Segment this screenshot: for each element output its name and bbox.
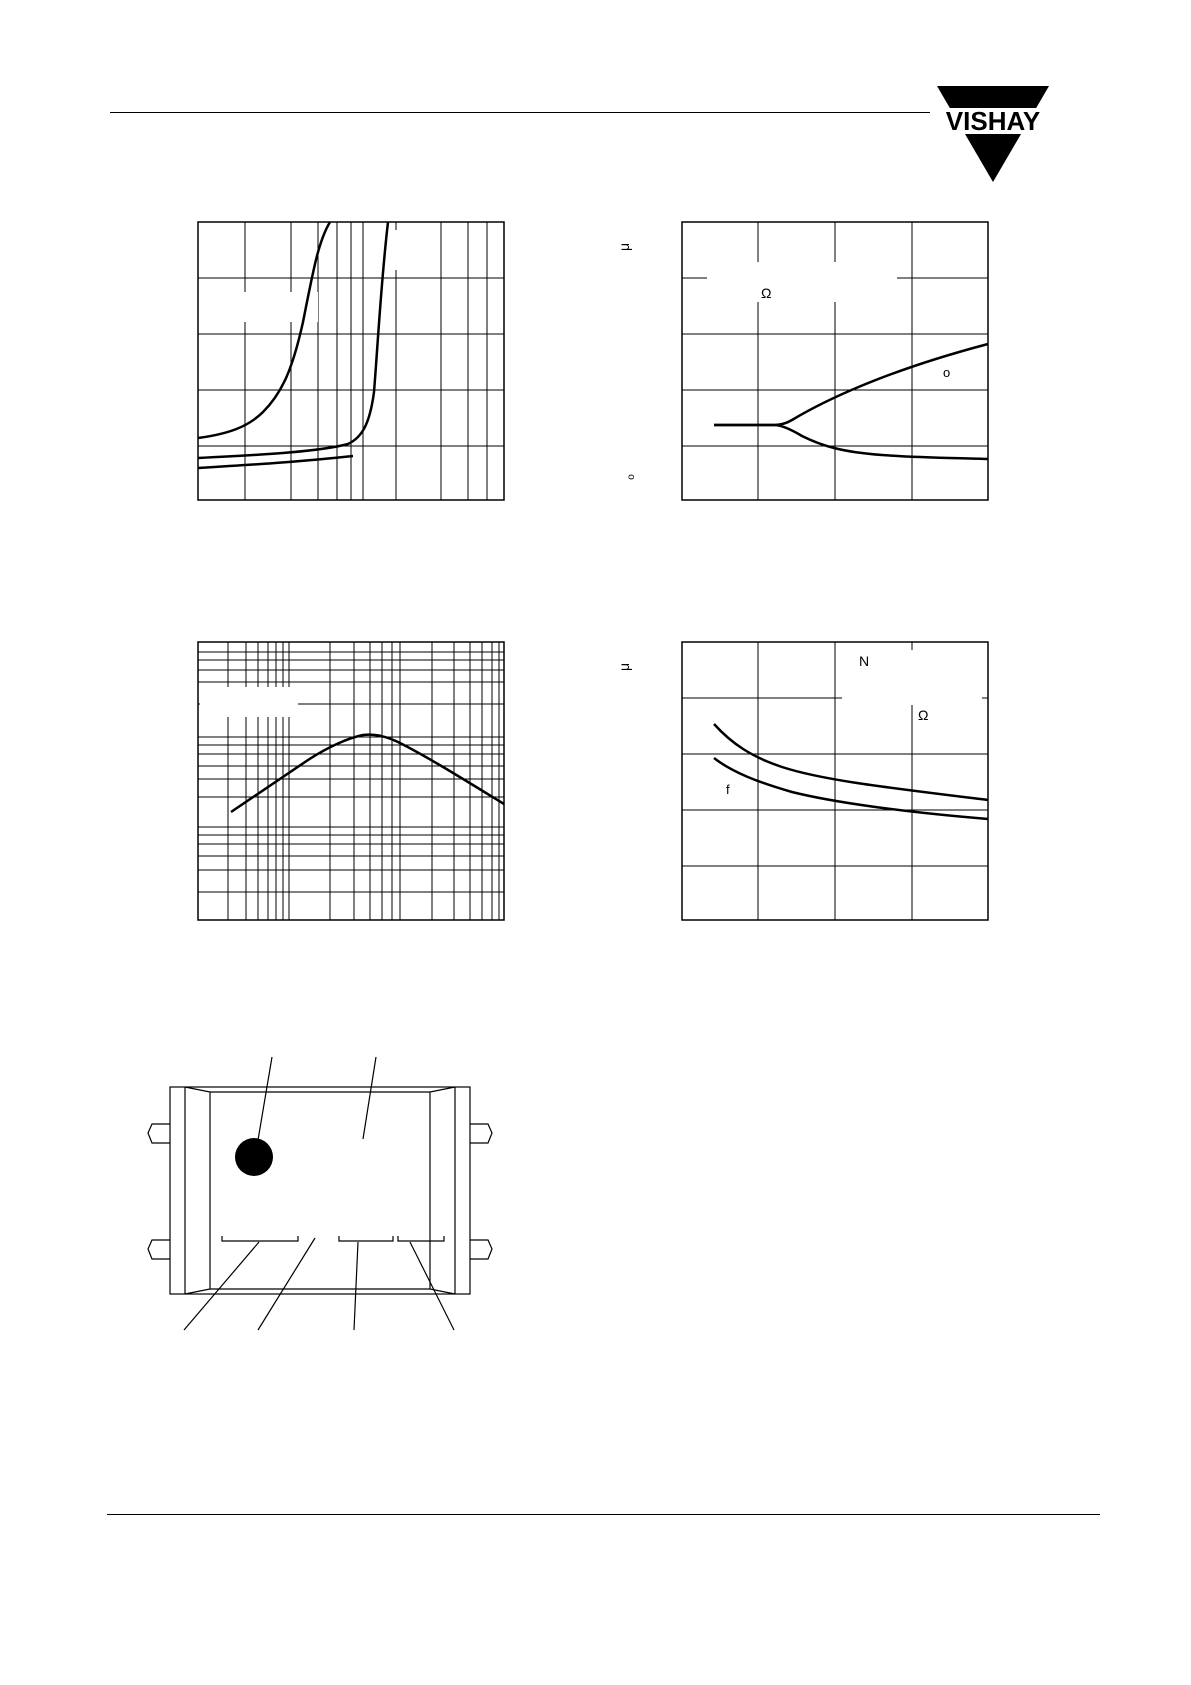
curve-upper <box>714 724 988 800</box>
curve-upper <box>714 344 988 425</box>
mu-label-1: μ <box>616 242 633 252</box>
f-label: f <box>726 782 730 797</box>
header-rule <box>110 112 930 113</box>
curve-1 <box>198 222 330 438</box>
footer-rule <box>107 1514 1100 1515</box>
curve-peak <box>231 735 504 812</box>
package-marking-diagram <box>140 1050 510 1340</box>
pin1-marker <box>235 1138 273 1176</box>
o-label-lower: o <box>625 474 637 480</box>
chart-2 <box>682 222 992 502</box>
mu-label-2: μ <box>616 662 633 672</box>
chart-3 <box>198 642 508 922</box>
omega-label-2: Ω <box>918 707 929 723</box>
vishay-logo <box>937 86 1049 182</box>
chart-1 <box>198 222 508 502</box>
curve-2 <box>198 222 388 458</box>
n-label: N <box>859 653 870 669</box>
svg-text:VISHAY: VISHAY <box>945 106 1041 136</box>
curve-lower <box>714 425 988 459</box>
omega-label: Ω <box>761 285 772 301</box>
o-label-upper: o <box>943 365 951 380</box>
